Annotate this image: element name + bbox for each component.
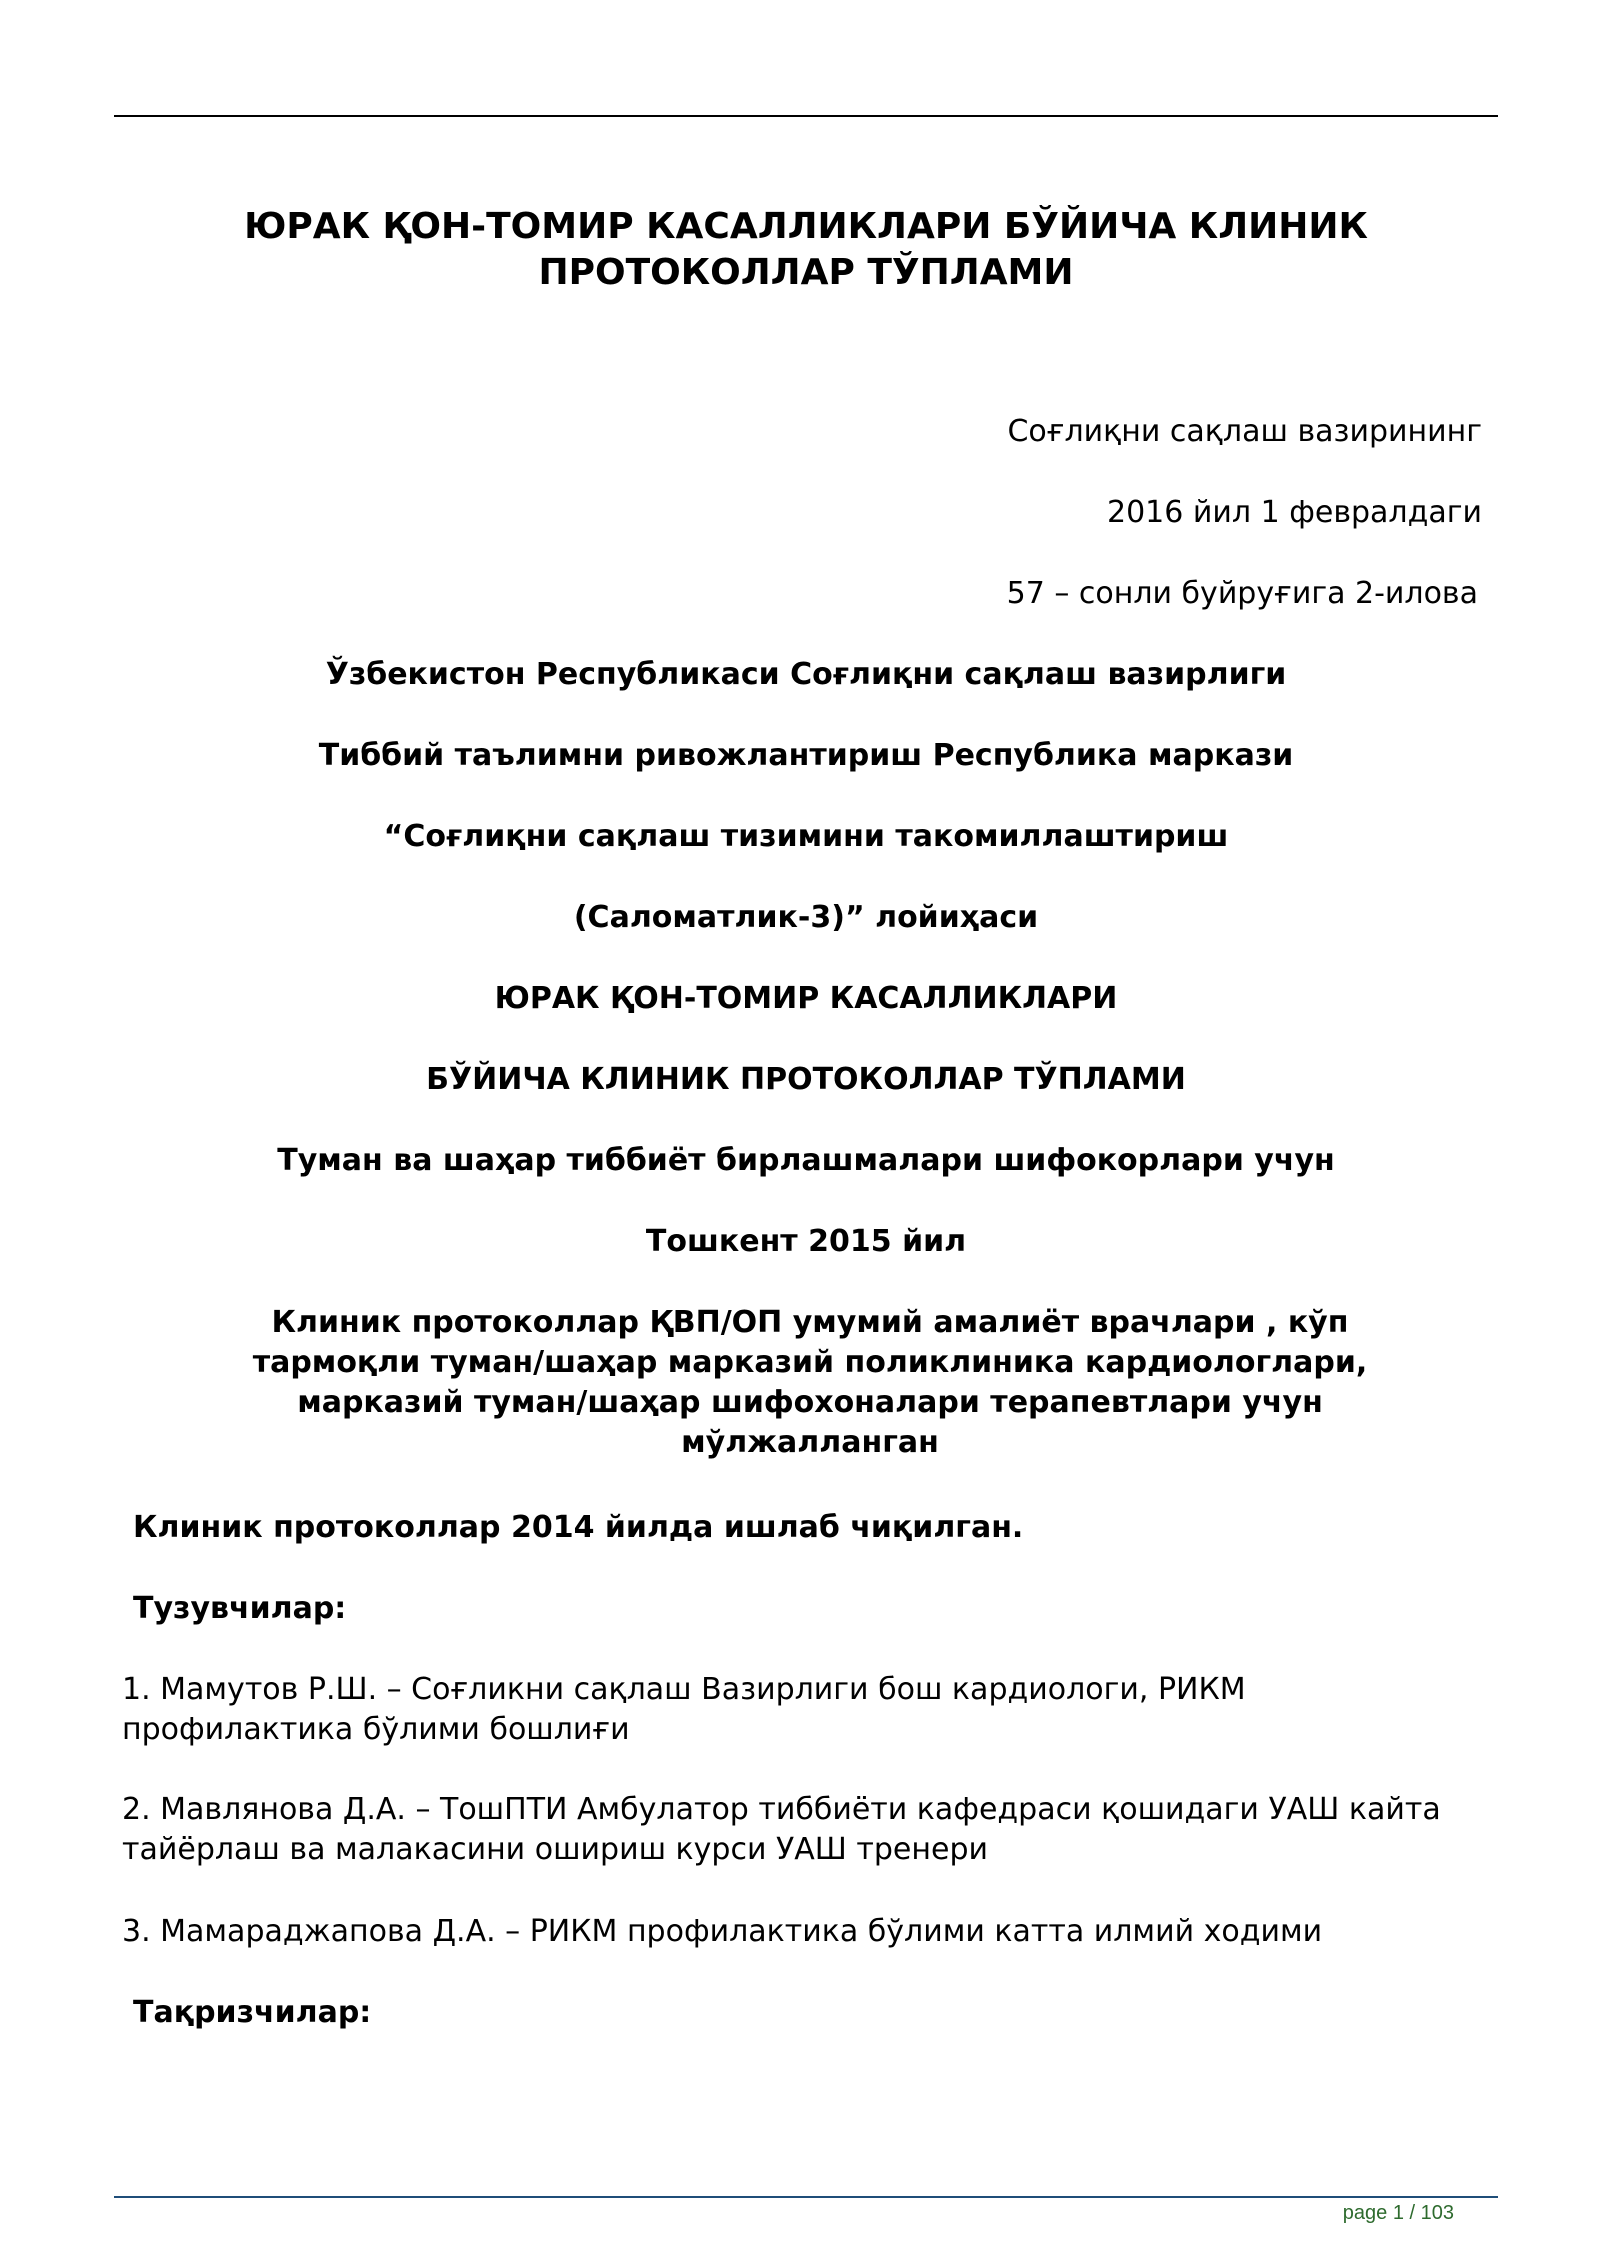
approval-line-3: 57 – сонли буйруғига 2-илова <box>1006 576 1478 611</box>
document-title: ЮРАК ҚОН-ТОМИР КАСАЛЛИКЛАРИ БЎЙИЧА КЛИНИК ПРОТОКОЛЛАР ТЎПЛАМИ <box>244 206 1368 293</box>
page-number: page 1 / 103 <box>1342 2202 1454 2224</box>
reviewers-heading: Тақризчилар: <box>133 1995 372 2030</box>
author-item-3: 3. Мамараджапова Д.А. – РИКМ профилактика бўлими катта илмий ходими <box>122 1914 1323 1949</box>
approval-line-2: 2016 йил 1 февралдаги <box>1107 495 1482 530</box>
main-title-line-1: ЮРАК ҚОН-ТОМИР КАСАЛЛИКЛАРИ <box>494 981 1118 1016</box>
top-rule <box>114 115 1498 117</box>
audience-line: Туман ва шаҳар тиббиёт бирлашмалари шифокорлари учун <box>277 1143 1335 1178</box>
authors-heading: Тузувчилар: <box>133 1591 347 1626</box>
place-year: Тошкент 2015 йил <box>645 1224 967 1259</box>
project-line-2: (Саломатлик-3)” лойиҳаси <box>573 900 1039 935</box>
author-item-1: 1. Мамутов Р.Ш. – Соғликни сақлаш Вазирлиги бош кардиологи, РИКМ профилактика бўлими бошлиғи <box>122 1672 1246 1747</box>
approval-line-1: Соғлиқни сақлаш вазирининг <box>1007 414 1482 449</box>
ministry-name: Ўзбекистон Республикаси Соғлиқни сақлаш вазирлиги <box>325 657 1287 692</box>
center-name: Тиббий таълимни ривожлантириш Республика маркази <box>318 738 1294 773</box>
developed-note: Клиник протоколлар 2014 йилда ишлаб чиқилган. <box>133 1510 1024 1545</box>
author-item-2: 2. Мавлянова Д.А. – ТошПТИ Амбулатор тиббиёти кафедраси қошидаги УАШ кайта тайёрлаш ва малакасини ошириш курси УАШ тренери <box>122 1792 1441 1867</box>
project-line-1: “Соғлиқни сақлаш тизимини такомиллаштириш <box>383 819 1229 854</box>
footer-rule <box>114 2196 1498 2198</box>
main-title-line-2: БЎЙИЧА КЛИНИК ПРОТОКОЛЛАР ТЎПЛАМИ <box>426 1062 1186 1097</box>
intended-for-paragraph: Клиник протоколлар ҚВП/ОП умумий амалиёт врачлари , кўп тармоқли туман/шаҳар марказий поликлиника кардиологлари, марказий туман/шаҳар шифохоналари терапевтлари учун мўлжалланган <box>252 1305 1368 1460</box>
